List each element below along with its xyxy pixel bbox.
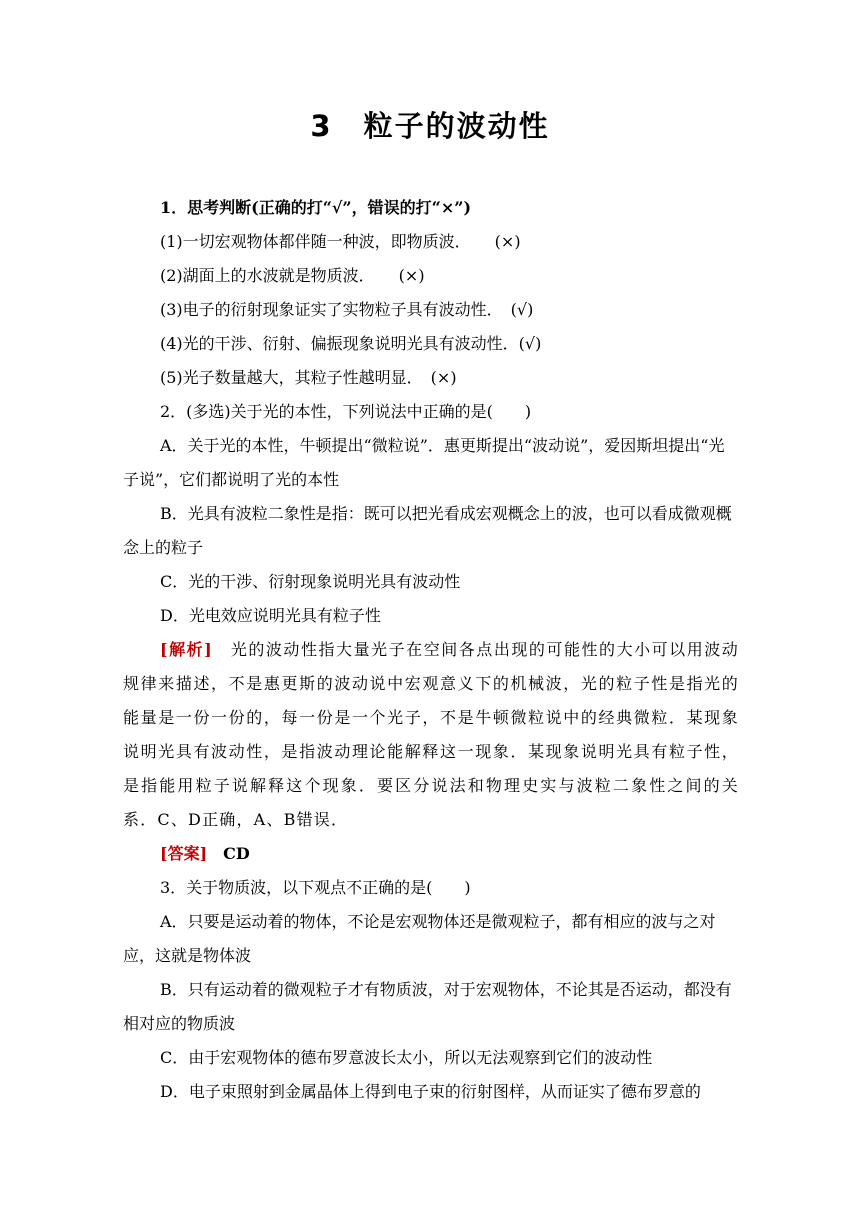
- q2-option-a: A．关于光的本性，牛顿提出“微粒说”．惠更斯提出“波动说”，爱因斯坦提出“光子说”，它们都说明了光的本性: [123, 436, 725, 489]
- q2-analysis: [123, 633, 739, 837]
- q2-answer: [123, 837, 739, 871]
- q3-option-b: B．只有运动着的微观粒子才有物质波，对于宏观物体，不论其是否运动，都没有相对应的物质波: [123, 980, 732, 1033]
- q1-item-2: (2)湖面上的水波就是物质波． (×): [160, 266, 425, 285]
- answer-value: CD: [223, 844, 250, 863]
- answer-tag: [答案]: [160, 844, 208, 863]
- page-title: 3 粒子的波动性: [310, 109, 550, 143]
- q3-option-d: D．电子束照射到金属晶体上得到电子束的衍射图样，从而证实了德布罗意的: [160, 1082, 701, 1101]
- q2-option-c: C．光的干涉、衍射现象说明光具有波动性: [160, 572, 461, 591]
- q2-option-b: B．光具有波粒二象性是指：既可以把光看成宏观概念上的波，也可以看成微观概念上的粒子: [123, 504, 732, 557]
- q1-heading: 1．思考判断(正确的打“√”，错误的打“×”): [160, 198, 472, 217]
- q1-item-5: (5)光子数量越大，其粒子性越明显． (×): [160, 368, 457, 387]
- analysis-tag: [解析]: [160, 640, 213, 659]
- q1-item-1: (1)一切宏观物体都伴随一种波，即物质波． (×): [160, 232, 521, 251]
- analysis-text: 光的波动性指大量光子在空间各点出现的可能性的大小可以用波动规律来描述，不是惠更斯的波动说中宏观意义下的机械波，光的粒子性是指光的能量是一份一份的，每一份是一个光子，不是牛顿微粒说中的经典微粒．某现象说明光具有波动性，是指波动理论能解释这一现象．某现象说明光具有粒子性，是指能用粒子说解释这个现象．要区分说法和物理史实与波粒二象性之间的关系．C、D正确，A、B错误．: [123, 640, 739, 829]
- q1-item-4: (4)光的干涉、衍射、偏振现象说明光具有波动性．(√): [160, 334, 542, 353]
- content-body: [123, 191, 739, 1109]
- q2-option-d: D．光电效应说明光具有粒子性: [160, 606, 381, 625]
- q3-option-c: C．由于宏观物体的德布罗意波长太小，所以无法观察到它们的波动性: [160, 1048, 653, 1067]
- q1-item-3: (3)电子的衍射现象证实了实物粒子具有波动性． (√): [160, 300, 534, 319]
- q3-stem: 3．关于物质波，以下观点不正确的是( ): [160, 878, 471, 897]
- q3-option-a: A．只要是运动着的物体，不论是宏观物体还是微观粒子，都有相应的波与之对应，这就是物体波: [123, 912, 716, 965]
- q2-stem: 2．(多选)关于光的本性，下列说法中正确的是( ): [160, 402, 532, 421]
